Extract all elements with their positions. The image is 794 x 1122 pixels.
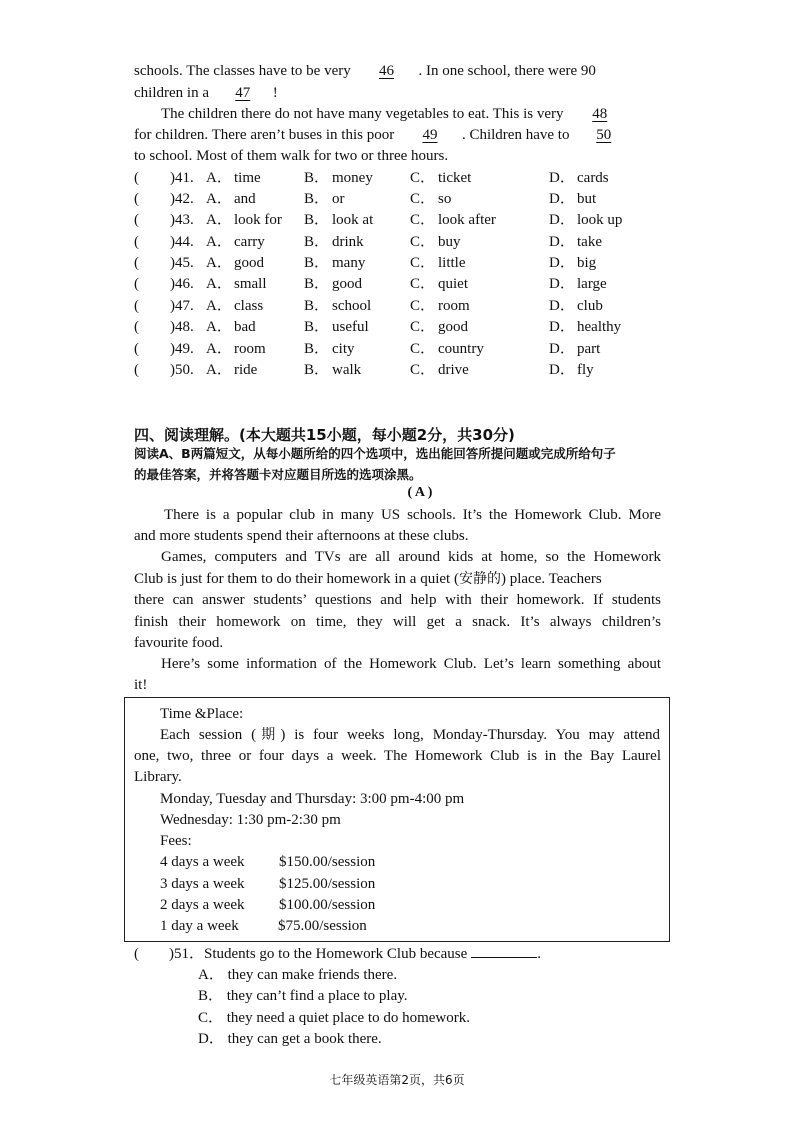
- question-number: )43.: [170, 212, 194, 228]
- option-a: [206, 274, 267, 295]
- option-label: B．: [304, 234, 330, 250]
- option-d: [549, 210, 622, 231]
- fee-days: 1 day a week: [160, 918, 239, 934]
- option-c: [410, 317, 468, 338]
- question-end: .: [537, 946, 542, 962]
- option-b: [304, 339, 355, 360]
- cloze-text: children in a: [134, 85, 213, 101]
- option-text: look up: [577, 212, 623, 228]
- option-text: look after: [438, 212, 496, 228]
- option-text: country: [438, 341, 484, 357]
- cloze-line-1: [134, 61, 596, 82]
- option-text: but: [577, 191, 597, 207]
- question-row: [134, 210, 674, 231]
- option-label: B．: [304, 319, 330, 335]
- cloze-line-4: [134, 125, 611, 146]
- option-text: quiet: [438, 276, 468, 292]
- cloze-text: for children. There aren’t buses in this poor: [134, 127, 398, 143]
- option-label: C．: [410, 319, 436, 335]
- question-number: )47.: [170, 298, 194, 314]
- option-c: [410, 274, 468, 295]
- option-label: B．: [304, 212, 330, 228]
- option-b: B． they can’t find a place to play.: [198, 988, 408, 1004]
- option-text: carry: [234, 234, 265, 250]
- option-label: D．: [549, 234, 575, 250]
- option-text: big: [577, 255, 597, 271]
- option-c: [410, 360, 469, 381]
- option-text: buy: [438, 234, 461, 250]
- chinese-gloss: 期: [256, 727, 281, 743]
- option-text: city: [332, 341, 355, 357]
- instructions-line-2: 的最佳答案，并将答题卡对应题目所选的选项涂黑。: [134, 467, 422, 482]
- question-number: )41.: [170, 170, 194, 186]
- question-row: [134, 232, 674, 253]
- cloze-text: . Children have to: [461, 127, 574, 143]
- option-a: [206, 232, 265, 253]
- option-label: D．: [549, 298, 575, 314]
- answer-paren: (: [134, 170, 139, 186]
- option-text: ride: [234, 362, 258, 378]
- option-label: A．: [206, 341, 232, 357]
- option-text: look at: [332, 212, 374, 228]
- option-label: A．: [206, 170, 232, 186]
- blank-47: 47: [235, 85, 251, 101]
- option-a: [206, 360, 257, 381]
- option-b: [304, 168, 373, 189]
- passage-tag: ( A ): [407, 485, 433, 500]
- option-a: [206, 253, 264, 274]
- option-label: A．: [206, 276, 232, 292]
- option-text: large: [577, 276, 607, 292]
- option-text: bad: [234, 319, 256, 335]
- option-b: [304, 210, 373, 231]
- blank-50: 50: [596, 127, 612, 143]
- fee-price: $125.00/session: [279, 876, 376, 892]
- fee-price: $150.00/session: [279, 854, 376, 870]
- option-text: part: [577, 341, 601, 357]
- option-d: [549, 317, 621, 338]
- passage-line: it!: [134, 677, 148, 693]
- option-label: B．: [304, 276, 330, 292]
- option-text: room: [438, 298, 470, 314]
- option-label: D．: [549, 212, 575, 228]
- answer-paren: (: [134, 298, 139, 314]
- info-text: ) is four weeks long, Monday-Thursday. You may attend: [280, 727, 661, 743]
- answer-paren: (: [134, 946, 139, 962]
- option-text: take: [577, 234, 602, 250]
- option-text: school: [332, 298, 372, 314]
- option-c: [410, 339, 484, 360]
- option-b: [304, 232, 364, 253]
- question-row: [134, 339, 674, 360]
- option-label: B．: [304, 170, 330, 186]
- cloze-text: The children there do not have many vegetables to eat. This is very: [161, 106, 568, 122]
- option-d: [549, 296, 603, 317]
- question-row: [134, 360, 674, 381]
- option-a: [206, 189, 256, 210]
- option-label: A．: [206, 191, 232, 207]
- option-label: C．: [410, 255, 436, 271]
- option-text: fly: [577, 362, 594, 378]
- cloze-text: . In one school, there were 90: [418, 63, 596, 79]
- question-row: [134, 296, 674, 317]
- cloze-line-5: to school. Most of them walk for two or three hours.: [134, 148, 449, 164]
- option-text: room: [234, 341, 266, 357]
- option-d: [549, 339, 600, 360]
- option-label: D．: [549, 319, 575, 335]
- passage-line: [134, 569, 602, 590]
- option-text: cards: [577, 170, 609, 186]
- info-line: Library.: [134, 769, 182, 785]
- fee-price: $100.00/session: [279, 897, 376, 913]
- option-text: club: [577, 298, 603, 314]
- schedule-line: Monday, Tuesday and Thursday: 3:00 pm-4:00 pm: [160, 791, 465, 807]
- option-text: good: [332, 276, 362, 292]
- option-label: A．: [206, 255, 232, 271]
- option-b: [304, 296, 371, 317]
- option-label: A．: [206, 362, 232, 378]
- instructions-line-1: 阅读A、B两篇短文，从每小题所给的四个选项中，选出能回答所提问题或完成所给句子: [134, 446, 616, 461]
- question-row: [134, 168, 674, 189]
- option-label: C．: [410, 234, 436, 250]
- passage-line: favourite food.: [134, 635, 224, 651]
- option-text: useful: [332, 319, 369, 335]
- option-a: [206, 296, 263, 317]
- option-label: C．: [410, 362, 436, 378]
- question-row: [134, 317, 674, 338]
- passage-text: ) place. Teachers: [500, 571, 602, 587]
- passage-line: finish their homework on time, they will get a snack. It’s always children’s: [134, 614, 661, 630]
- question-row: [134, 189, 674, 210]
- question-number: )42.: [170, 191, 194, 207]
- option-label: B．: [304, 341, 330, 357]
- option-label: C．: [410, 191, 436, 207]
- option-b: [304, 360, 361, 381]
- question-number: )45.: [170, 255, 194, 271]
- answer-paren: (: [134, 362, 139, 378]
- option-text: look for: [234, 212, 282, 228]
- option-label: C．: [410, 298, 436, 314]
- option-d: [549, 189, 596, 210]
- option-b: [304, 189, 345, 210]
- question-number: )49.: [170, 341, 194, 357]
- cloze-line-2: [134, 83, 278, 104]
- page-footer: 七年级英语第2页，共6页: [329, 1073, 465, 1087]
- option-label: C．: [410, 341, 436, 357]
- option-text: time: [234, 170, 261, 186]
- option-a: A． they can make friends there.: [198, 967, 398, 983]
- question-51: [134, 944, 541, 965]
- schedule-line: Wednesday: 1:30 pm-2:30 pm: [160, 812, 341, 828]
- question-row: [134, 274, 674, 295]
- info-title: Time &Place:: [160, 706, 244, 722]
- option-a: [206, 168, 261, 189]
- option-b: [304, 253, 365, 274]
- info-line: [160, 725, 660, 746]
- option-c: [410, 210, 496, 231]
- option-text: walk: [332, 362, 362, 378]
- option-c: [410, 168, 471, 189]
- passage-line: and more students spend their afternoons at these clubs.: [134, 528, 469, 544]
- option-a: [206, 317, 256, 338]
- question-number: )44.: [170, 234, 194, 250]
- blank-49: 49: [422, 127, 438, 143]
- option-text: drink: [332, 234, 364, 250]
- answer-paren: (: [134, 234, 139, 250]
- fee-days: 3 days a week: [160, 876, 245, 892]
- passage-line: Games, computers and TVs are all around kids at home, so the Homework: [161, 549, 661, 565]
- passage-line: Here’s some information of the Homework Club. Let’s learn something about: [161, 656, 661, 672]
- fee-days: 4 days a week: [160, 854, 245, 870]
- option-c: C． they need a quiet place to do homework.: [198, 1010, 471, 1026]
- passage-line: There is a popular club in many US schools. It’s the Homework Club. More: [164, 507, 661, 523]
- question-number: )50.: [170, 362, 194, 378]
- answer-paren: (: [134, 276, 139, 292]
- option-text: drive: [438, 362, 469, 378]
- option-text: good: [234, 255, 264, 271]
- fee-days: 2 days a week: [160, 897, 245, 913]
- option-text: good: [438, 319, 468, 335]
- option-text: so: [438, 191, 452, 207]
- option-text: little: [438, 255, 466, 271]
- answer-paren: (: [134, 255, 139, 271]
- option-label: D．: [549, 191, 575, 207]
- option-text: or: [332, 191, 345, 207]
- question-row: [134, 253, 674, 274]
- option-c: [410, 232, 461, 253]
- option-text: healthy: [577, 319, 622, 335]
- option-label: B．: [304, 255, 330, 271]
- section-heading: 四、阅读理解。(本大题共15小题，每小题2分，共30分): [134, 426, 515, 444]
- option-b: [304, 317, 369, 338]
- option-text: small: [234, 276, 267, 292]
- option-c: [410, 296, 470, 317]
- cloze-text: !: [272, 85, 278, 101]
- cloze-line-3: [161, 104, 607, 125]
- option-label: C．: [410, 276, 436, 292]
- answer-paren: (: [134, 191, 139, 207]
- option-d: D． they can get a book there.: [198, 1031, 382, 1047]
- option-label: A．: [206, 234, 232, 250]
- option-c: [410, 189, 451, 210]
- option-a: [206, 339, 266, 360]
- cloze-text: schools. The classes have to be very: [134, 63, 355, 79]
- option-c: [410, 253, 466, 274]
- option-d: [549, 360, 594, 381]
- option-label: D．: [549, 341, 575, 357]
- option-d: [549, 253, 596, 274]
- fees-title: Fees:: [160, 833, 192, 849]
- option-label: B．: [304, 191, 330, 207]
- option-label: C．: [410, 212, 436, 228]
- answer-paren: (: [134, 319, 139, 335]
- option-label: A．: [206, 298, 232, 314]
- option-text: many: [332, 255, 366, 271]
- option-label: B．: [304, 362, 330, 378]
- blank-46: 46: [379, 63, 394, 79]
- passage-line: there can answer students’ questions and help with their homework. If students: [134, 592, 661, 608]
- option-text: ticket: [438, 170, 472, 186]
- option-label: A．: [206, 212, 232, 228]
- option-text: money: [332, 170, 373, 186]
- option-text: and: [234, 191, 256, 207]
- question-stem: )51．Students go to the Homework Club because: [169, 946, 468, 962]
- option-label: C．: [410, 170, 436, 186]
- option-a: [206, 210, 282, 231]
- blank-48: 48: [592, 106, 608, 122]
- passage-text: Club is just for them to do their homework in a quiet (: [134, 571, 459, 587]
- option-b: [304, 274, 362, 295]
- option-text: class: [234, 298, 264, 314]
- option-d: [549, 274, 607, 295]
- option-label: D．: [549, 362, 575, 378]
- option-label: D．: [549, 170, 575, 186]
- question-number: )48.: [170, 319, 194, 335]
- chinese-gloss: 安静的: [458, 571, 501, 587]
- option-label: D．: [549, 276, 575, 292]
- answer-blank: [471, 944, 537, 958]
- answer-paren: (: [134, 341, 139, 357]
- option-label: B．: [304, 298, 330, 314]
- option-label: D．: [549, 255, 575, 271]
- option-d: [549, 232, 602, 253]
- info-line: one, two, three or four days a week. The Homework Club is in the Bay Laurel: [134, 748, 661, 764]
- option-d: [549, 168, 609, 189]
- answer-paren: (: [134, 212, 139, 228]
- question-number: )46.: [170, 276, 194, 292]
- option-label: A．: [206, 319, 232, 335]
- fee-price: $75.00/session: [278, 918, 367, 934]
- info-text: Each session (: [160, 727, 257, 743]
